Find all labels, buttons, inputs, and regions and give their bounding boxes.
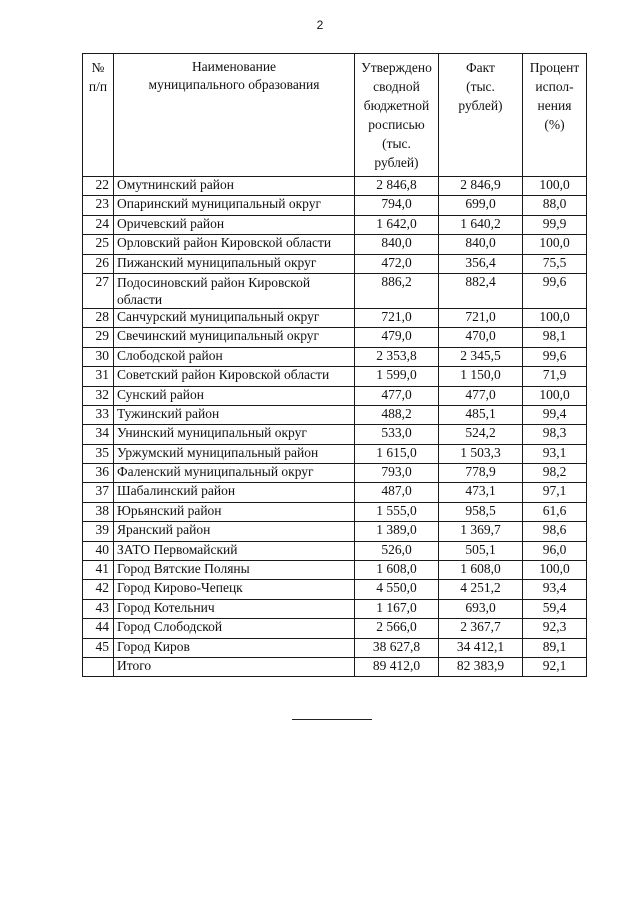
actual-value: 524,2 [439, 425, 523, 444]
municipality-name: Слободской район [114, 347, 355, 366]
table-row [83, 619, 587, 638]
approved-budget-value: 479,0 [355, 328, 439, 347]
municipality-name: Советский район Кировской области [114, 367, 355, 386]
municipality-name: Фаленский муниципальный округ [114, 464, 355, 483]
municipality-name: Город Киров [114, 638, 355, 657]
actual-value: 1 369,7 [439, 522, 523, 541]
execution-percent-value: 100,0 [523, 308, 587, 327]
approved-budget-value: 533,0 [355, 425, 439, 444]
actual-value: 477,0 [439, 386, 523, 405]
row-number: 45 [83, 638, 114, 657]
row-number: 27 [83, 273, 114, 308]
header-municipality-name: Наименование муниципального образования [114, 54, 355, 177]
municipality-name: Подосиновский район Кировской области [114, 273, 355, 308]
row-number: 24 [83, 215, 114, 234]
table-row [83, 405, 587, 424]
actual-value: 82 383,9 [439, 657, 523, 676]
approved-budget-value: 1 608,0 [355, 561, 439, 580]
approved-budget-value: 1 555,0 [355, 502, 439, 521]
row-number: 28 [83, 308, 114, 327]
row-number: 41 [83, 561, 114, 580]
municipality-name: Шабалинский район [114, 483, 355, 502]
header-approved-budget: Утверждено сводной бюджетной росписью (тыс. рублей) [355, 54, 439, 177]
municipality-name: Уржумский муниципальный район [114, 444, 355, 463]
actual-value: 470,0 [439, 328, 523, 347]
approved-budget-value: 472,0 [355, 254, 439, 273]
row-number [83, 657, 114, 676]
table-row [83, 483, 587, 502]
execution-percent-value: 99,6 [523, 347, 587, 366]
header-row [83, 54, 587, 177]
table-row [83, 235, 587, 254]
table-row [83, 599, 587, 618]
municipality-name: Пижанский муниципальный округ [114, 254, 355, 273]
approved-budget-value: 89 412,0 [355, 657, 439, 676]
row-number: 32 [83, 386, 114, 405]
row-number: 23 [83, 196, 114, 215]
municipality-name: Орловский район Кировской области [114, 235, 355, 254]
actual-value: 34 412,1 [439, 638, 523, 657]
table-body [83, 177, 587, 677]
actual-value: 778,9 [439, 464, 523, 483]
row-number: 29 [83, 328, 114, 347]
actual-value: 693,0 [439, 599, 523, 618]
execution-percent-value: 100,0 [523, 177, 587, 196]
execution-percent-value: 99,4 [523, 405, 587, 424]
municipality-name: Свечинский муниципальный округ [114, 328, 355, 347]
row-number: 26 [83, 254, 114, 273]
approved-budget-value: 1 389,0 [355, 522, 439, 541]
table-row [83, 386, 587, 405]
closing-rule-line [292, 719, 372, 720]
table-row [83, 541, 587, 560]
table-row [83, 215, 587, 234]
actual-value: 958,5 [439, 502, 523, 521]
municipality-name: Итого [114, 657, 355, 676]
actual-value: 699,0 [439, 196, 523, 215]
actual-value: 1 503,3 [439, 444, 523, 463]
execution-percent-value: 98,3 [523, 425, 587, 444]
approved-budget-value: 794,0 [355, 196, 439, 215]
page-number: 2 [316, 18, 324, 32]
row-number: 36 [83, 464, 114, 483]
actual-value: 1 640,2 [439, 215, 523, 234]
actual-value: 485,1 [439, 405, 523, 424]
row-number: 39 [83, 522, 114, 541]
execution-percent-value: 99,6 [523, 273, 587, 308]
actual-value: 882,4 [439, 273, 523, 308]
approved-budget-value: 2 353,8 [355, 347, 439, 366]
total-row [83, 657, 587, 676]
approved-budget-value: 1 615,0 [355, 444, 439, 463]
row-number: 44 [83, 619, 114, 638]
execution-percent-value: 99,9 [523, 215, 587, 234]
actual-value: 4 251,2 [439, 580, 523, 599]
approved-budget-value: 487,0 [355, 483, 439, 502]
header-actual: Факт (тыс. рублей) [439, 54, 523, 177]
approved-budget-value: 1 642,0 [355, 215, 439, 234]
execution-percent-value: 98,1 [523, 328, 587, 347]
actual-value: 2 367,7 [439, 619, 523, 638]
execution-percent-value: 75,5 [523, 254, 587, 273]
table-row [83, 502, 587, 521]
actual-value: 721,0 [439, 308, 523, 327]
municipality-name: Сунский район [114, 386, 355, 405]
table-row [83, 273, 587, 308]
execution-percent-value: 98,2 [523, 464, 587, 483]
approved-budget-value: 488,2 [355, 405, 439, 424]
execution-percent-value: 92,3 [523, 619, 587, 638]
row-number: 30 [83, 347, 114, 366]
actual-value: 1 150,0 [439, 367, 523, 386]
row-number: 43 [83, 599, 114, 618]
execution-percent-value: 98,6 [523, 522, 587, 541]
actual-value: 2 846,9 [439, 177, 523, 196]
row-number: 38 [83, 502, 114, 521]
approved-budget-value: 38 627,8 [355, 638, 439, 657]
execution-percent-value: 100,0 [523, 561, 587, 580]
approved-budget-value: 526,0 [355, 541, 439, 560]
approved-budget-value: 477,0 [355, 386, 439, 405]
execution-percent-value: 89,1 [523, 638, 587, 657]
municipality-name: Город Слободской [114, 619, 355, 638]
table-row [83, 308, 587, 327]
row-number: 31 [83, 367, 114, 386]
approved-budget-value: 840,0 [355, 235, 439, 254]
execution-percent-value: 59,4 [523, 599, 587, 618]
approved-budget-value: 793,0 [355, 464, 439, 483]
execution-percent-value: 61,6 [523, 502, 587, 521]
row-number: 42 [83, 580, 114, 599]
actual-value: 473,1 [439, 483, 523, 502]
table-row [83, 444, 587, 463]
execution-percent-value: 96,0 [523, 541, 587, 560]
approved-budget-value: 721,0 [355, 308, 439, 327]
table-row [83, 328, 587, 347]
actual-value: 840,0 [439, 235, 523, 254]
table-header [83, 54, 587, 177]
table-row [83, 425, 587, 444]
approved-budget-value: 886,2 [355, 273, 439, 308]
execution-percent-value: 100,0 [523, 235, 587, 254]
execution-percent-value: 93,4 [523, 580, 587, 599]
table-row [83, 347, 587, 366]
execution-percent-value: 100,0 [523, 386, 587, 405]
actual-value: 505,1 [439, 541, 523, 560]
row-number: 34 [83, 425, 114, 444]
municipality-name: Город Кирово-Чепецк [114, 580, 355, 599]
row-number: 35 [83, 444, 114, 463]
row-number: 37 [83, 483, 114, 502]
row-number: 25 [83, 235, 114, 254]
table-row [83, 580, 587, 599]
header-execution-percent: Процент испол- нения (%) [523, 54, 587, 177]
municipality-name: Опаринский муниципальный округ [114, 196, 355, 215]
table-row [83, 638, 587, 657]
municipality-name: Омутнинский район [114, 177, 355, 196]
execution-percent-value: 88,0 [523, 196, 587, 215]
approved-budget-value: 4 550,0 [355, 580, 439, 599]
municipality-name: Город Вятские Поляны [114, 561, 355, 580]
table-row [83, 464, 587, 483]
table-row [83, 196, 587, 215]
municipality-name: Юрьянский район [114, 502, 355, 521]
municipality-name: Тужинский район [114, 405, 355, 424]
municipality-name: Яранский район [114, 522, 355, 541]
budget-execution-table [82, 53, 587, 677]
row-number: 33 [83, 405, 114, 424]
approved-budget-value: 2 846,8 [355, 177, 439, 196]
table-row [83, 522, 587, 541]
approved-budget-value: 2 566,0 [355, 619, 439, 638]
approved-budget-value: 1 599,0 [355, 367, 439, 386]
row-number: 22 [83, 177, 114, 196]
execution-percent-value: 92,1 [523, 657, 587, 676]
table-row [83, 254, 587, 273]
execution-percent-value: 71,9 [523, 367, 587, 386]
municipality-name: Город Котельнич [114, 599, 355, 618]
header-number: № п/п [83, 54, 114, 177]
execution-percent-value: 93,1 [523, 444, 587, 463]
municipality-name: Санчурский муниципальный округ [114, 308, 355, 327]
municipality-name: Унинский муниципальный округ [114, 425, 355, 444]
actual-value: 1 608,0 [439, 561, 523, 580]
approved-budget-value: 1 167,0 [355, 599, 439, 618]
table-row [83, 367, 587, 386]
municipality-name: Оричевский район [114, 215, 355, 234]
execution-percent-value: 97,1 [523, 483, 587, 502]
actual-value: 2 345,5 [439, 347, 523, 366]
municipality-name: ЗАТО Первомайский [114, 541, 355, 560]
table-row [83, 561, 587, 580]
row-number: 40 [83, 541, 114, 560]
table-row [83, 177, 587, 196]
actual-value: 356,4 [439, 254, 523, 273]
